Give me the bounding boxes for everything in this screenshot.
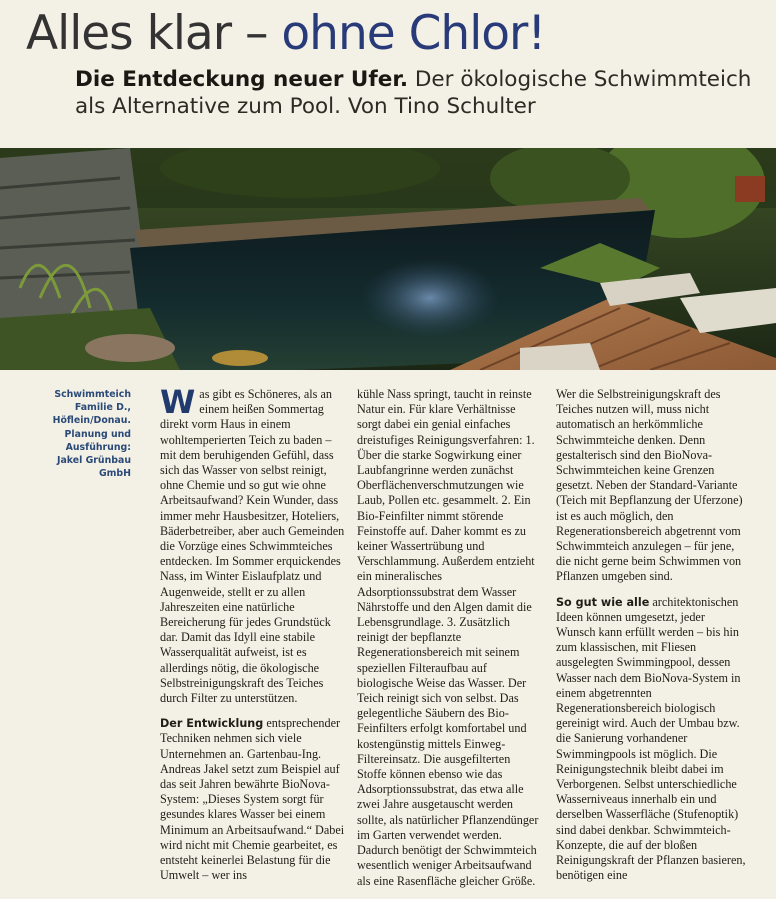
photo-caption	[40, 388, 131, 480]
article-column-3	[556, 387, 746, 894]
paragraph: Wer die Selbstreinigungskraft des Teiches nutzen will, muss nicht automatisch an herkömmliche Schwimmteiche denken. Denn gestalterisch sind den BioNova-Schwimmteichen keine Grenzen gesetzt. Neben der Standard-Variante (Teich mit Bepflanzung der Uferzone) ist es auch möglich, den Regenerationsbereich abgetrennt vom Schwimmteich anzulegen – für jene, die nicht gerne beim Schwimmen von Pflanzen umgeben sind.	[556, 387, 743, 584]
paragraph	[556, 595, 746, 884]
caption-line: Familie D.,	[74, 402, 131, 414]
article-column-1	[160, 383, 350, 894]
caption-line: Jakel Grünbau GmbH	[56, 455, 131, 480]
stepping-stone	[85, 334, 175, 362]
paragraph-text: as gibt es Schöneres, als an einem heißen Sommertag direkt vorm Haus in einem wohltemperierten Teich zu baden – mit dem beruhigenden Gefühl, dass sich das Wasser von selbst reinigt, ohne Chemie und so gut wie ohne Arbeitsaufwand? Kein Wunder, dass immer mehr Hausbesitzer, Hoteliers, Bäderbetreiber, aber auch Gemeinden die Vorzüge eines Schwimmteiches entdecken. Im Sommer erquickendes Nass, im Winter Eislaufplatz und Augenweide, stellt er zu allen Jahreszeiten eine natürliche Bereicherung für jedes Grundstück dar. Damit das Idyll eine stabile Wasserqualität aufweist, ist es allerdings nötig, die ökologische Selbstreinigungskraft des Teiches durch Filter zu unterstützen.	[160, 387, 345, 706]
paragraph: kühle Nass springt, taucht in reinste Natur ein. Für klare Verhältnisse sorgt dabei ein genial einfaches dreistufiges Reinigungsverfahren: 1. Über die starke Sogwirkung einer Laubfangrinne werden zunächst Oberflächenverschmutzungen wie Laub, Pollen etc. gesammelt. 2. Ein Bio-Feinfilter nimmt störende Feinstoffe auf. Daher kommt es zu keiner Wassertrübung und Verschlammung. Außerdem entzieht ein mineralisches Adsorptionssubstrat dem Wasser Nährstoffe und den Algen damit die Lebensgrundlage. 3. Zusätzlich reinigt der bepflanzte Regenerationsbereich mit seinem speziellen Filteraufbau auf biologische Weise das Wasser. Der Teich reinigt sich von selbst. Das gelegentliche Säubern des Bio-Feinfilters erfolgt komfortabel und kostengünstig mittels Einweg-Filtereinsatz. Die ausgefilterten Stoffe können ebenso wie das Adsorptionssubstrat, das etwa alle zwei Jahre ausgetauscht werden sollte, als natürlicher Pflanzendünger im Garten verwendet werden. Dadurch benötigt der Schwimmteich wesentlich weniger Arbeitsaufwand als eine Rasenfläche gleicher Größe.	[357, 387, 539, 888]
headline-part2: ohne Chlor!	[281, 6, 546, 61]
caption-line: Schwimmteich	[54, 389, 131, 400]
caption-line: Höflein/Donau.	[52, 415, 131, 427]
drop-cap: W	[160, 383, 196, 421]
subhead-text: Der ökologische Schwimmteich als Alternative zum Pool. Von Tino Schulter	[75, 67, 752, 119]
caption-line: Ausführung:	[65, 441, 131, 453]
caption-line: Planung und	[64, 428, 131, 440]
headline-part1: Alles klar –	[26, 6, 282, 61]
garden-bench	[735, 176, 765, 202]
paragraph-text: entsprechender Techniken nehmen sich viele Unternehmen an. Gartenbau-Ing. Andreas Jakel setzt zum Beispiel auf das seit Jahren bewährte BioNova-System: „Dieses System sorgt für gesundes klares Wasser bei einem Minimum an Arbeitsaufwand.“ Dabei wird nicht mit Chemie gearbeitet, es entsteht keinerlei Belastung für die Umwelt – wer ins	[160, 716, 345, 883]
paragraph	[160, 716, 350, 883]
article-column-2	[357, 387, 540, 899]
paragraph	[160, 383, 350, 706]
paragraph-lead: Der Entwicklung	[160, 717, 264, 731]
paragraph-text: architektonischen Ideen können umgesetzt, jeder Wunsch kann erfüllt werden – bis hin zum klassischen, mit Fliesen ausgelegten Swimmingpool, dessen Wasser nach dem BioNova-System in einem abgetrennten Regenerationsbereich biologisch gereinigt wird. Auch der Umbau bzw. die Sanierung vorhandener Swimmingpools ist möglich. Die Reinigungstechnik bleibt dabei im Verborgenen. Selbst unterschiedliche Wasserniveaus innerhalb ein und derselben Wasserfläche (Stufenoptik) sind dabei denkbar. Schwimmteich-Konzepte, die auf der bloßen Reinigungskraft der Pflanzen basieren, benötigen eine	[556, 594, 746, 883]
paragraph-lead: So gut wie alle	[556, 595, 650, 609]
headline	[26, 4, 545, 64]
pond-photo	[0, 148, 776, 370]
subhead-bold: Die Entdeckung neuer Ufer.	[75, 67, 409, 92]
subhead	[75, 66, 765, 120]
